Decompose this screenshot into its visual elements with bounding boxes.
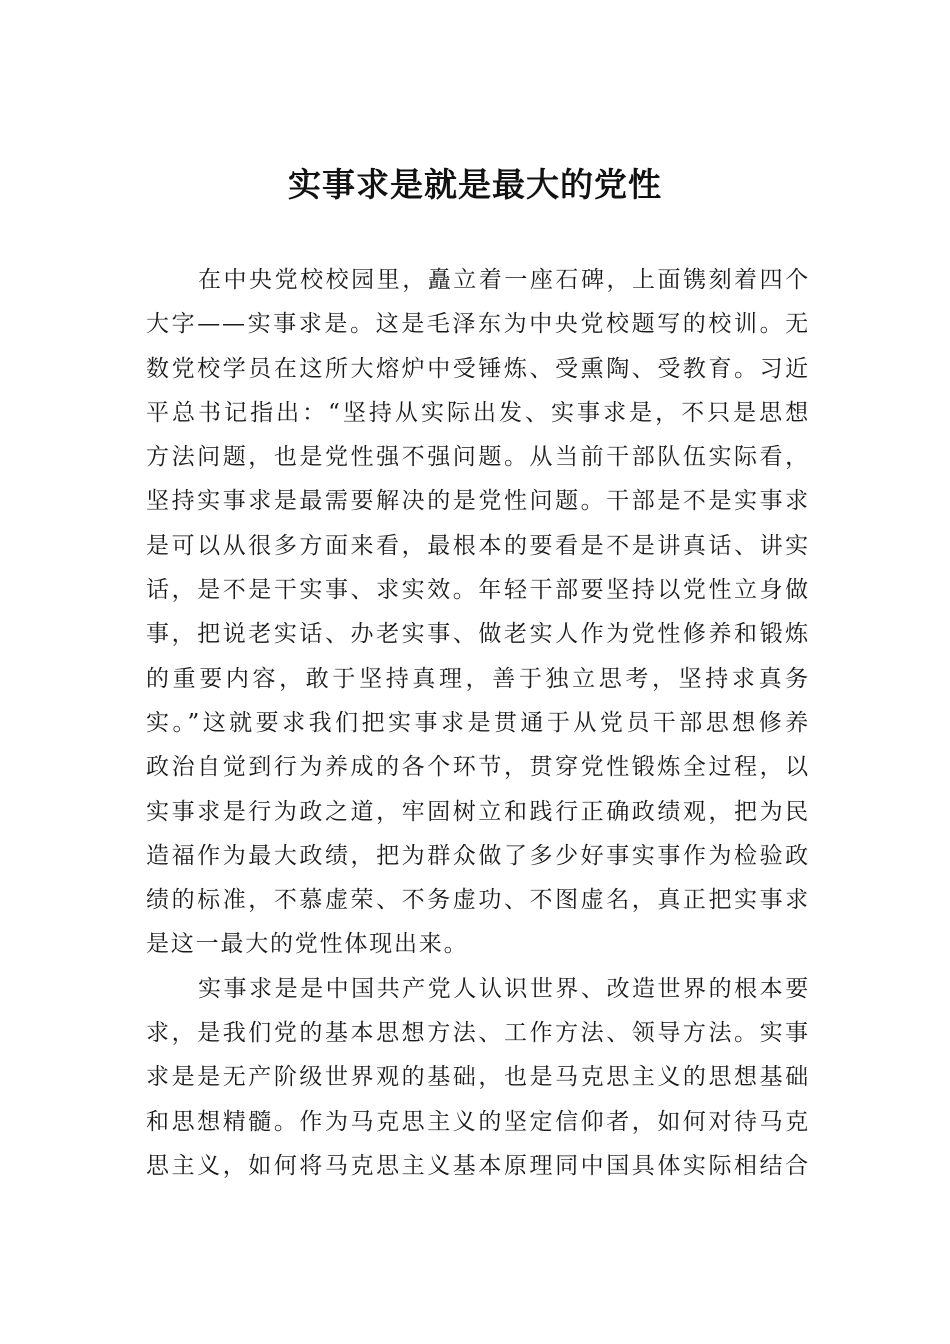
paragraph-1-line-1: 在中央党校校园里，矗立着一座石碑，上面镌刻着四个	[198, 267, 810, 293]
paragraph-1-line-9: 事，把说老实话、办老实事、做老实人作为党性修养和锻炼	[146, 621, 810, 648]
paragraph-1-line-13: 实事求是行为政之道，牢固树立和践行正确政绩观，把为民	[146, 798, 810, 825]
paragraph-1-line-5: 方法问题，也是党性强不强问题。从当前干部队伍实际看，	[146, 444, 810, 471]
paragraph-1-line-16: 是这一最大的党性体现出来。	[146, 931, 469, 958]
paragraph-1-line-8: 话，是不是干实事、求实效。年轻干部要坚持以党性立身做	[146, 577, 810, 604]
paragraph-1-line-14: 造福作为最大政绩，把为群众做了多少好事实事作为检验政	[146, 842, 810, 869]
paragraph-2-line-5: 思主义，如何将马克思主义基本原理同中国具体实际相结合	[146, 1152, 810, 1179]
paragraph-1-line-4: 平总书记指出：“坚持从实际出发、实事求是，不只是思想	[146, 399, 810, 426]
paragraph-1-line-7: 是可以从很多方面来看，最根本的要看是不是讲真话、讲实	[146, 532, 810, 559]
paragraph-1-line-2: 大字——实事求是。这是毛泽东为中央党校题写的校训。无	[146, 311, 810, 338]
paragraph-2-line-1: 实事求是是中国共产党人认识世界、改造世界的根本要	[198, 975, 810, 1002]
paragraph-1-line-10: 的重要内容，敢于坚持真理，善于独立思考，坚持求真务	[146, 665, 810, 692]
paragraph-2-line-4: 和思想精髓。作为马克思主义的坚定信仰者，如何对待马克	[146, 1108, 810, 1135]
paragraph-1-line-11: 实。”这就要求我们把实事求是贯通于从党员干部思想修养	[146, 709, 810, 736]
paragraph-1-line-12: 政治自觉到行为养成的各个环节，贯穿党性锻炼全过程，以	[146, 754, 810, 781]
paragraph-1-line-15: 绩的标准，不慕虚荣、不务虚功、不图虚名，真正把实事求	[146, 887, 810, 914]
paragraph-2-line-3: 求是是无产阶级世界观的基础，也是马克思主义的思想基础	[146, 1064, 810, 1091]
paragraph-2-line-2: 求，是我们党的基本思想方法、工作方法、领导方法。实事	[146, 1020, 810, 1047]
document-title: 实事求是就是最大的党性	[288, 165, 662, 204]
document-body	[146, 258, 810, 1188]
paragraph-1-line-3: 数党校学员在这所大熔炉中受锤炼、受熏陶、受教育。习近	[146, 355, 810, 382]
paragraph-1-line-6: 坚持实事求是最需要解决的是党性问题。干部是不是实事求	[146, 488, 810, 515]
